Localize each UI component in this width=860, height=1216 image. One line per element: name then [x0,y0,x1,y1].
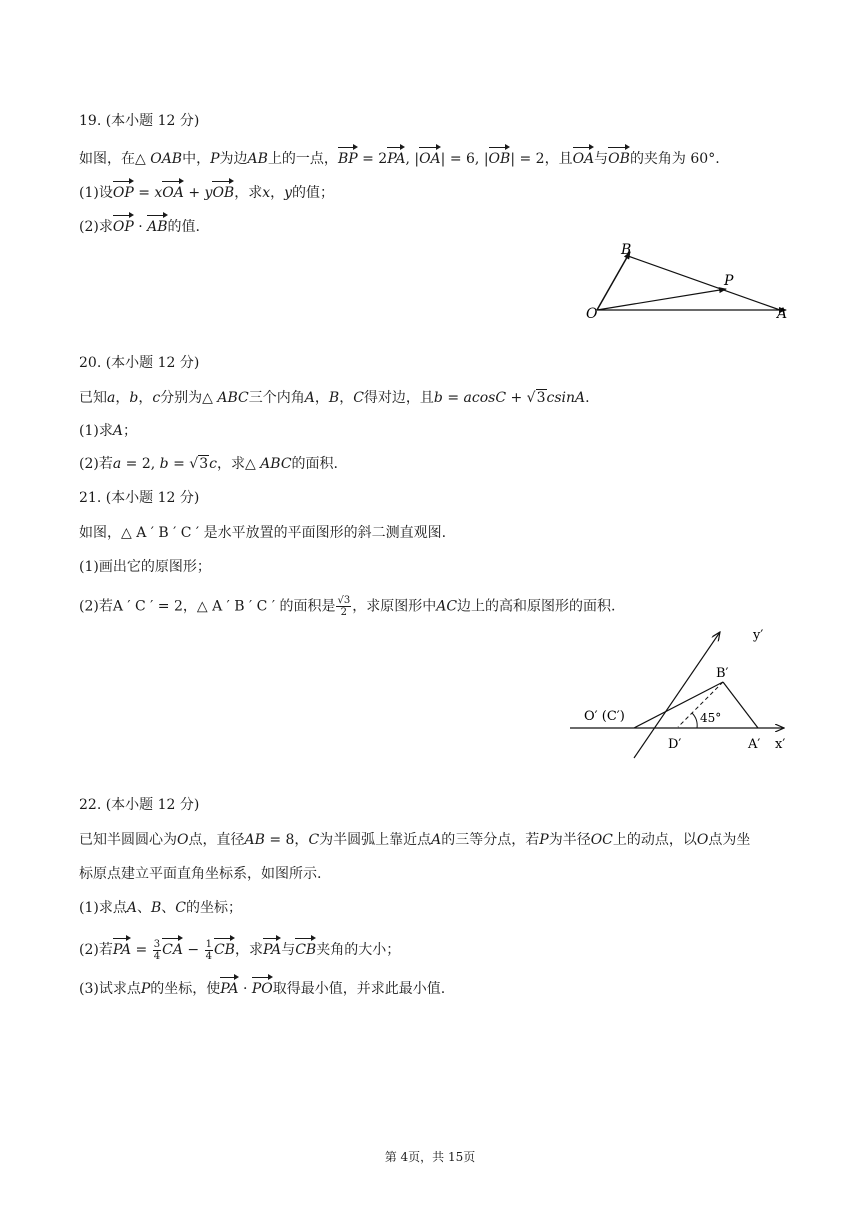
q19-title: 19. (本小题 12 分) [79,113,200,129]
label-a: A [777,306,788,322]
label-45-degrees: 45° [700,711,722,725]
q21-part2: (2)若A ′ C ′ = 2，△ A ′ B ′ C ′ 的面积是 $\frac{√3}{2}$ ，求原图形中AC边上的高和原图形的面积. [79,595,616,618]
label-o-c-prime: O′ (C′) [584,709,625,724]
segment-ba [628,256,780,310]
label-x-prime: x′ [775,737,786,752]
q20-stem: 已知a，b，c分别为△ ABC三个内角A，B，C得对边，且b = acosC + √3csinA. [79,390,590,406]
page-footer: 第 4页，共 15页 [384,1150,476,1164]
q22-part1: (1)求点A、B、C的坐标； [79,900,242,916]
label-b: B [621,242,632,258]
label-o: O [586,306,598,322]
label-d-prime: D′ [668,737,682,752]
q21-stem: 如图，△ A ′ B ′ C ′ 是水平放置的平面图形的斜二测直观图. [79,525,447,541]
q22-title: 22. (本小题 12 分) [79,797,200,813]
q22-part3: (3)试求点P的坐标，使PA · PO取得最小值，并求此最小值. [79,976,445,999]
q21-part1: (1)画出它的原图形； [79,559,211,575]
q21-title: 21. (本小题 12 分) [79,490,200,506]
vector-ob [597,252,630,310]
q22-part2: (2)若PA = $\frac{3}{4}$ CA − $\frac{1}{4}$ CB，求PA与CB夹角的大小； [79,938,401,962]
q21-oblique-figure [568,622,800,762]
q20-part2: (2)若a = 2, b = √3c，求△ ABC的面积. [79,456,338,472]
q20-title: 20. (本小题 12 分) [79,355,200,371]
vector-op [597,289,726,310]
q22-stem-line2: 标原点建立平面直角坐标系，如图所示. [79,866,322,882]
label-b-prime: B′ [716,666,729,681]
label-a-prime: A′ [748,737,761,752]
label-p: P [724,273,734,289]
q20-part1: (1)求A； [79,423,137,439]
q19-stem: 如图，在△ OAB中，P为边AB上的一点，BP = 2PA, |OA| = 6, |OB| = 2，且OA与OB的夹角为 60°. [79,146,720,169]
q19-part1: (1)设OP = xOA + yOB，求x，y的值； [79,180,334,203]
q19-part2: (2)求OP · AB的值. [79,214,200,237]
q22-stem-line1: 已知半圆圆心为O点，直径AB = 8，C为半圆弧上靠近点A的三等分点，若P为半径OC上的动点，以O点为坐 [79,832,751,848]
side-b-a [723,682,758,728]
angle-arc [692,713,697,728]
label-y-prime: y′ [753,628,764,643]
q19-triangle-figure [580,236,800,326]
